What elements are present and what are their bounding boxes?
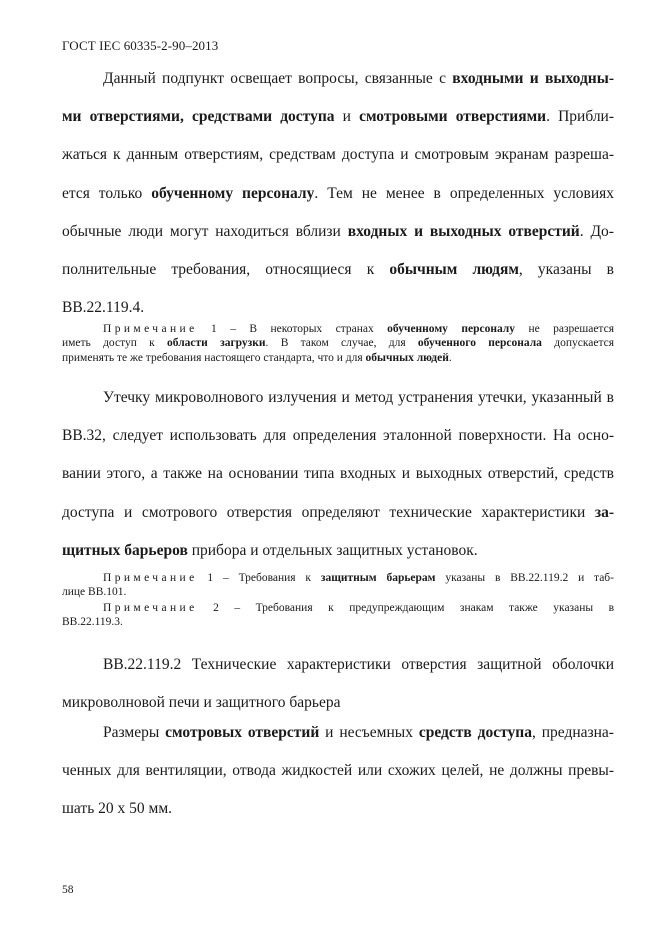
- text-line: жаться к данным отверстиям, средствам доступа и смотровым экранам разреша-: [62, 146, 614, 164]
- text-line: Размеры смотровых отверстий и несъемных средств доступа, предназна-: [103, 724, 614, 741]
- note-line: Примечание 1 – В некоторых странах обученному персоналу не разрешается: [103, 323, 614, 335]
- note-line: лице BB.101.: [62, 586, 127, 599]
- note-line: иметь доступ к области загрузки. В таком случае, для обученного персонала допускается: [62, 337, 615, 350]
- text-line: ми отверстиями, средствами доступа и смотровыми отверстиями. Прибли-: [62, 108, 615, 126]
- text-line: BB.32, следует использовать для определения эталонной поверхности. На осно-: [62, 427, 614, 445]
- text-line: ченных для вентиляции, отвода жидкостей или схожих целей, не должны превы-: [62, 762, 614, 780]
- term-access-means: ми отверстиями, средствами доступа: [62, 108, 335, 126]
- term-trained-personnel: обученному персоналу: [151, 184, 315, 202]
- note-label: Примечание: [103, 572, 198, 584]
- text-line: обычные люди могут находиться вблизи входных и выходных отверстий. До-: [62, 222, 614, 240]
- note-label: Примечание: [103, 323, 198, 335]
- text-line: доступа и смотрового отверстия определяют технические характеристики за-: [62, 503, 614, 521]
- paragraph-scope: [62, 60, 614, 327]
- term-inlet-outlet-openings: входных и выходных отверстий: [347, 222, 580, 240]
- paragraph-leakage: [62, 379, 614, 570]
- text-line: Данный подпункт освещает вопросы, связанные с входными и выходны-: [103, 70, 614, 87]
- page-number: 58: [62, 884, 74, 896]
- text-line: ется только обученному персоналу. Тем не менее в определенных условиях: [62, 184, 615, 202]
- term-protective-barriers: щитных барьеров: [62, 541, 188, 559]
- subclause-heading: [62, 646, 614, 722]
- note-line: Примечание 1 – Требования к защитным барьерам указаны в BB.22.119.2 и таб-: [103, 572, 614, 584]
- text-line: вании этого, а также на основании типа входных и выходных отверстий, средств: [62, 465, 614, 483]
- page-header: ГОСТ IEC 60335-2-90–2013: [62, 38, 219, 53]
- term-viewing-openings: смотровыми отверстиями: [359, 108, 547, 126]
- text-line: шать 20 х 50 мм.: [62, 800, 172, 818]
- text-line: BB.22.119.2 Технические характеристики отверстия защитной оболочки: [103, 656, 614, 673]
- text-line: микроволновой печи и защитного барьера: [62, 694, 341, 712]
- text-line: BB.22.119.4.: [62, 299, 145, 317]
- note-barrier-requirements: [62, 571, 614, 600]
- paragraph-dimensions: [62, 714, 614, 829]
- note-line: Примечание 2 – Требования к предупреждающим знакам также указаны в: [103, 602, 614, 614]
- note-trained-personnel: [62, 322, 614, 365]
- text-line: Утечку микроволнового излучения и метод устранения утечки, указанный в: [103, 389, 614, 406]
- term-ordinary-persons: обычным людям: [389, 261, 519, 279]
- note-label: Примечание: [103, 602, 198, 614]
- text-line: полнительные требования, относящиеся к обычным людям, указаны в: [62, 261, 614, 279]
- term-inlet-outlet: входными и выходны-: [452, 70, 614, 87]
- note-warning-signs: [62, 601, 614, 630]
- text-line: щитных барьеров прибора и отдельных защитных установок.: [62, 541, 478, 559]
- note-line: применять те же требования настоящего стандарта, что и для обычных людей.: [62, 351, 452, 364]
- note-line: BB.22.119.3.: [62, 616, 123, 629]
